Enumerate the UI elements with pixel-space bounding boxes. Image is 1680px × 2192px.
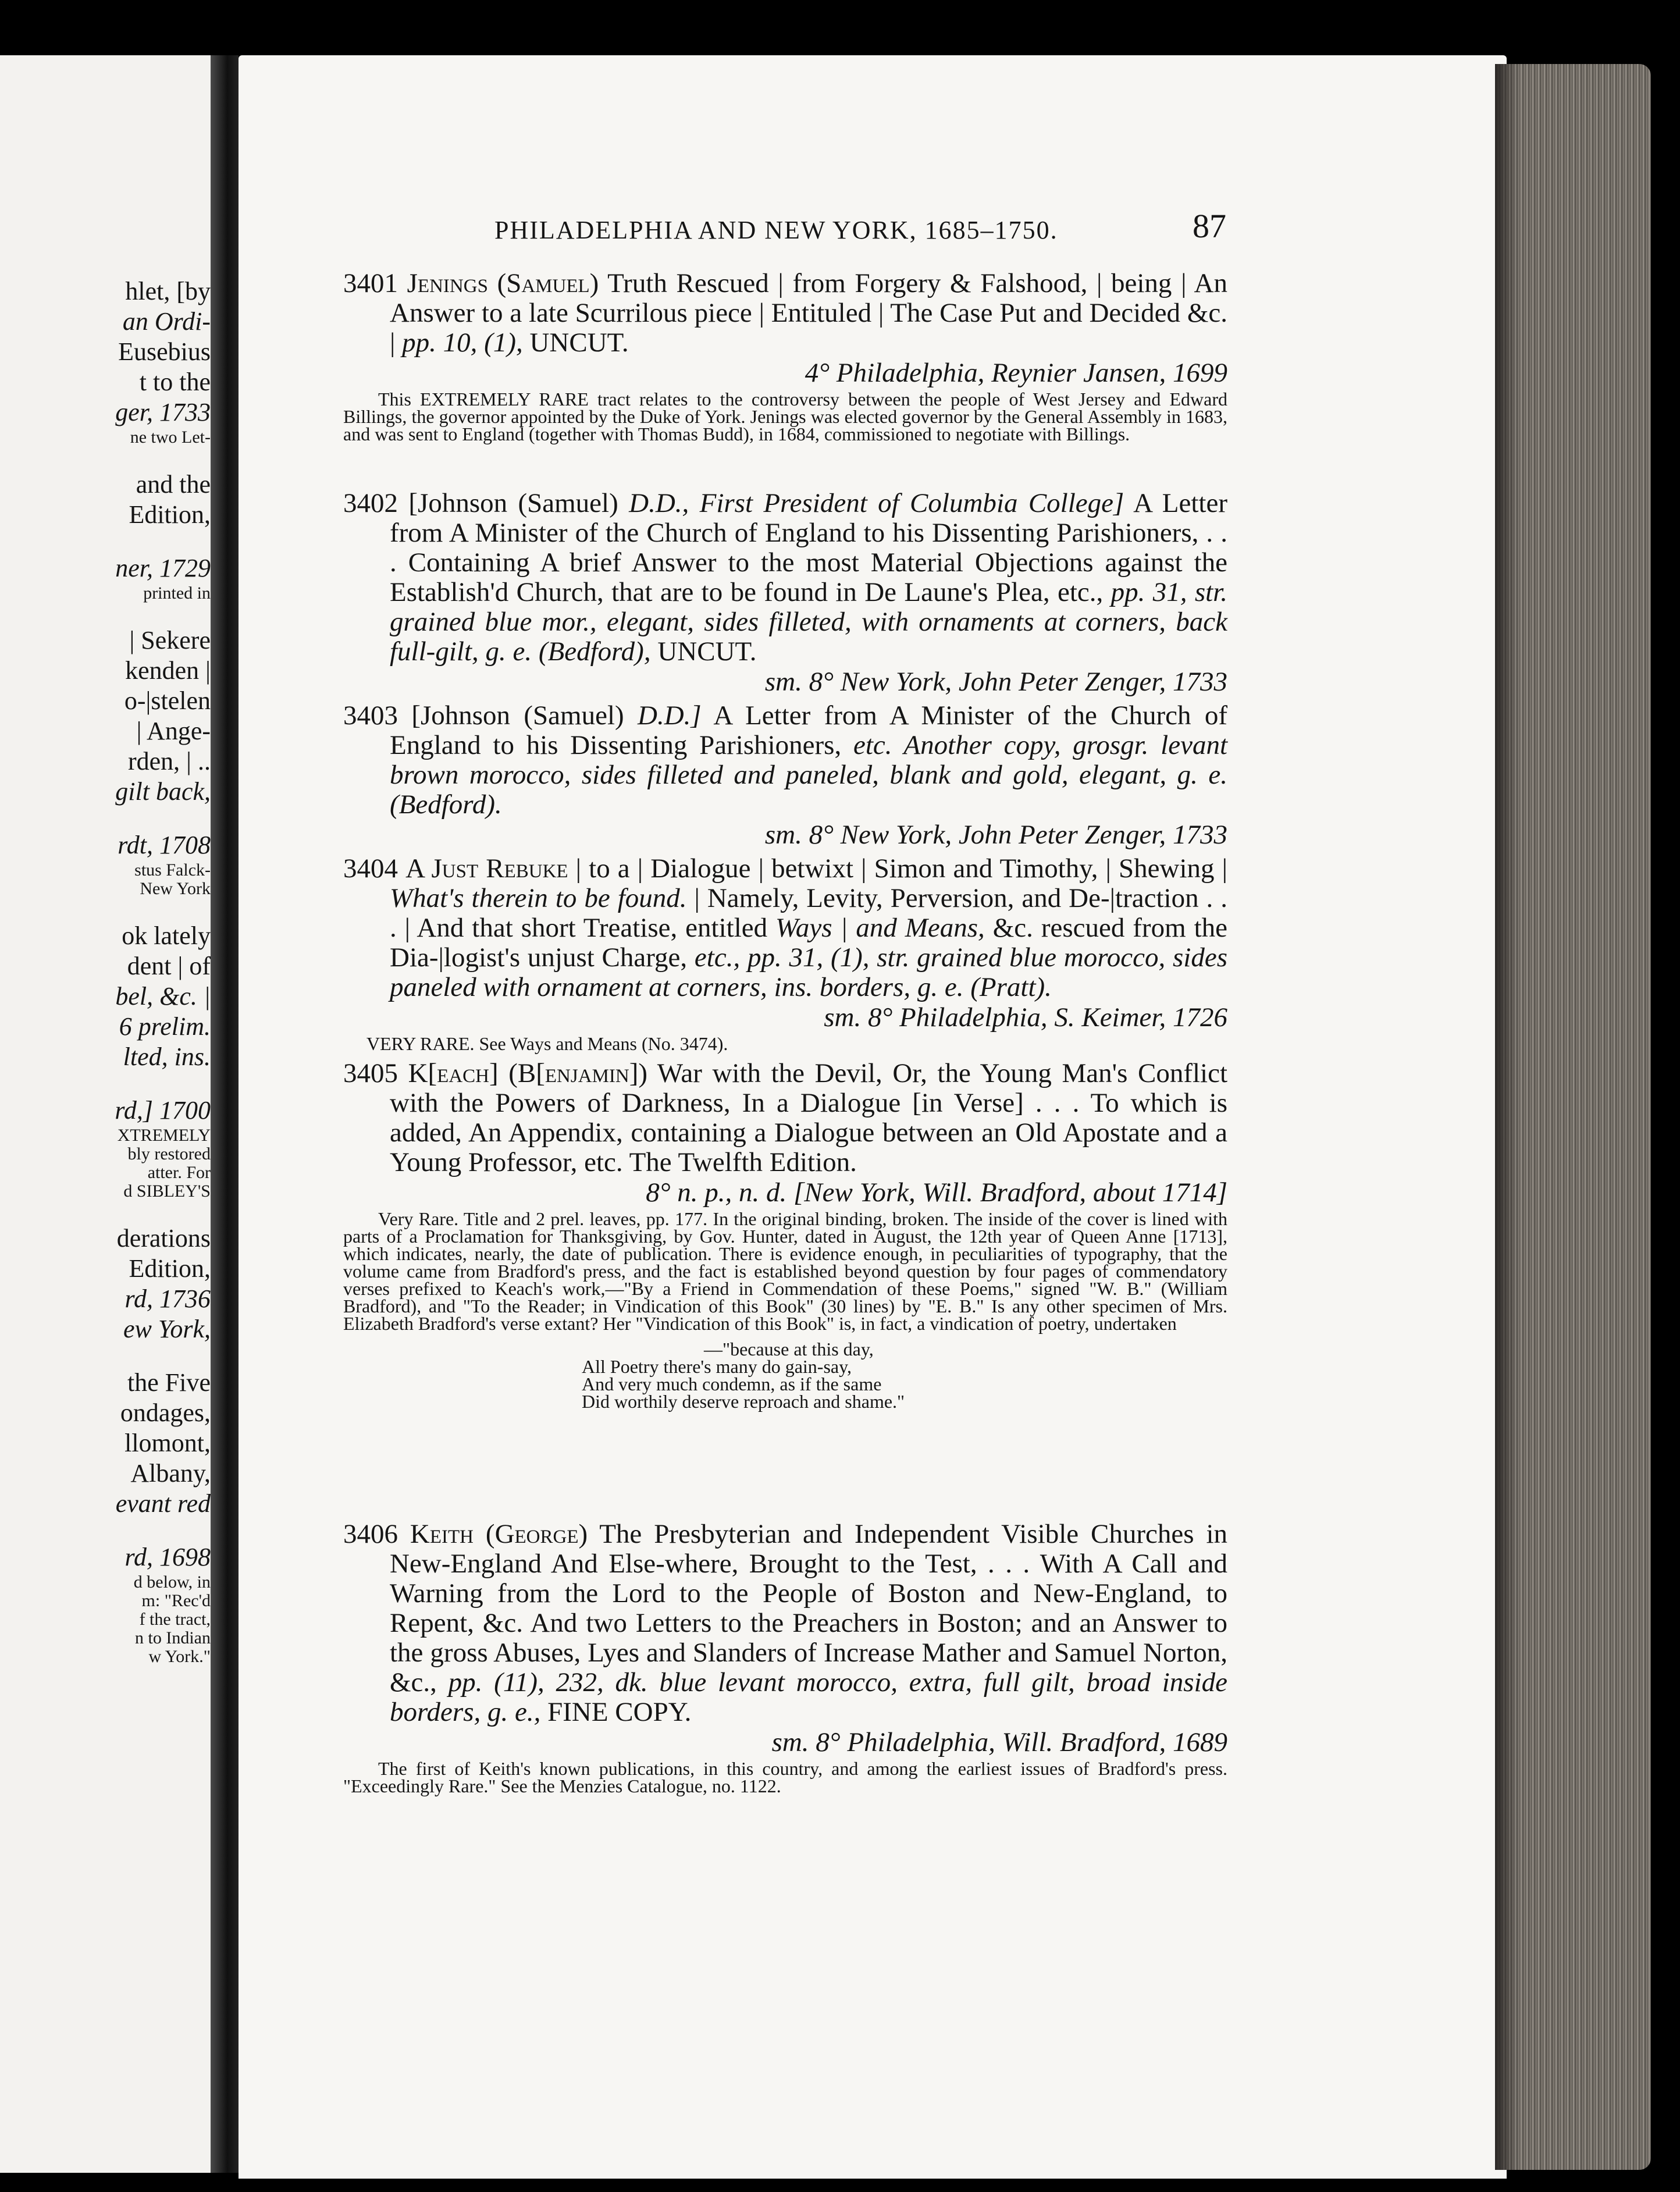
entry-number: 3404: [343, 853, 398, 884]
entry-3401: [343, 269, 1227, 443]
entry-main: [343, 1059, 1227, 1177]
facing-page-line: printed in: [143, 583, 211, 603]
facing-page-line: and the: [136, 470, 211, 499]
facing-page-line: the Five: [127, 1368, 211, 1397]
facing-page-line: m: "Rec'd: [141, 1591, 211, 1610]
entry-note: This EXTREMELY RARE tract relates to the controversy between the people of West Jersey and Edward Billings, the governor appointed by the Duke of York. Jenings was elected governor by the General Assembly in 1683, and was sent to England (together with Thomas Budd), in 1684, commissioned to negotiate with Billings.: [343, 389, 1227, 444]
entry-title-a: | to a | Dialogue | betwixt | Simon and Timothy, | Shewing |: [575, 853, 1228, 884]
entry-author: A Just Rebuke: [405, 853, 568, 884]
entry-collation: pp. 10, (1),: [402, 328, 523, 358]
facing-page-line: stus Falck-: [134, 860, 211, 880]
entry-binding: etc., pp. 31, (1), str. grained blue morocco, sides paneled with ornament at corners, ins. borders, g. e. (Pratt).: [390, 942, 1227, 1002]
facing-page-line: d SIBLEY'S: [123, 1182, 211, 1201]
facing-page-line: n to Indian: [135, 1628, 211, 1647]
facing-page-fragment: [0, 55, 211, 2173]
entry-condition: FINE COPY.: [547, 1697, 692, 1727]
entry-title: The Presbyterian and Independent Visible Churches in New-England And Else-where, Brought to the Test, . . . With A Call and Warning from the Lord to the People of Boston and New-England, to Repent, &c. And two Letters to the Preachers in Boston; and an Answer to the gross Abuses, Lyes and Slanders of Increase Mather and Samuel Norton, &c.,: [390, 1519, 1228, 1698]
running-head: PHILADELPHIA AND NEW YORK, 1685–1750.: [494, 216, 1058, 244]
entry-title-d: Ways | and Means,: [775, 913, 985, 943]
facing-page-line: llomont,: [124, 1429, 211, 1457]
facing-page-line: ondages,: [120, 1399, 211, 1427]
facing-page-line: f the tract,: [139, 1610, 211, 1629]
entry-title: War with the Devil, Or, the Young Man's Conflict with the Powers of Darkness, In a Dialogue [in Verse] . . . To which is added, An Appendix, containing a Dialogue between an Old Apostate and a Young Professor, etc. The Twelfth Edition.: [390, 1058, 1228, 1177]
entry-imprint: sm. 8° Philadelphia, S. Keimer, 1726: [824, 1002, 1227, 1033]
facing-page-line: XTREMELY: [117, 1126, 211, 1145]
facing-page-line: lted, ins.: [123, 1042, 211, 1071]
entry-number: 3402: [343, 488, 398, 518]
page-number: 87: [1193, 207, 1226, 245]
facing-page-line: ger, 1733: [115, 398, 211, 426]
facing-page-line: rd, 1736: [124, 1284, 211, 1313]
facing-page-line: Edition,: [129, 1254, 211, 1283]
entry-imprint: 8° n. p., n. d. [New York, Will. Bradford, about 1714]: [646, 1177, 1227, 1208]
entry-note: The first of Keith's known publications, in this country, and among the earliest issues of Bradford's press. "Exceedingly Rare." See the Menzies Catalogue, no. 1122.: [343, 1758, 1227, 1796]
facing-page-line: rd,] 1700: [115, 1096, 211, 1125]
entry-main: [343, 489, 1227, 667]
verse-line: And very much condemn, as if the same: [582, 1373, 882, 1394]
entry-3406: [343, 1520, 1227, 1795]
entry-author-desc: D.D.]: [638, 700, 702, 731]
facing-page-line: gilt back,: [115, 777, 211, 806]
facing-page-line: ne two Let-: [130, 428, 211, 447]
entry-title: A Letter from A Minister of the Church of England to his Dissenting Parishioners,: [390, 700, 1228, 760]
facing-page-line: Albany,: [130, 1459, 211, 1488]
entry-title-c: | Namely, Levity, Perversion, and De-|traction . . . | And that short Treatise, entitled: [390, 883, 1228, 943]
entry-author: K[each] (B[enjamin]): [408, 1058, 648, 1088]
entry-main: [343, 701, 1227, 820]
facing-page-line: atter. For: [147, 1163, 211, 1182]
book-gutter: [211, 55, 239, 2173]
entry-binding: etc. Another copy, grosgr. levant brown morocco, sides filleted and paneled, blank and gold, elegant, g. e. (Bedford).: [390, 730, 1228, 820]
entry-title-b: What's therein to be found.: [390, 883, 687, 913]
facing-page-line: Edition,: [129, 500, 211, 529]
entry-number: 3403: [343, 700, 398, 731]
entry-condition: UNCUT.: [529, 328, 629, 358]
facing-page-line: kenden |: [125, 656, 211, 685]
entry-title: A Letter from A Minister of the Church of England to his Dissenting Parishioners, . . . Containing A brief Answer to the most Material Objections against the Establish'd Church, that are to be found in De Laune's Plea, etc.,: [390, 488, 1228, 607]
entry-condition: UNCUT.: [657, 636, 757, 667]
book-fore-edge: [1495, 64, 1651, 2170]
entry-note: VERY RARE. See Ways and Means (No. 3474).: [366, 1033, 728, 1054]
facing-page-line: d below, in: [133, 1572, 211, 1592]
facing-page-line: | Ange-: [136, 717, 211, 745]
facing-page-line: New York: [140, 879, 211, 898]
entry-imprint: 4° Philadelphia, Reynier Jansen, 1699: [805, 358, 1227, 388]
facing-page-line: an Ordi-: [122, 307, 211, 336]
entry-imprint: sm. 8° Philadelphia, Will. Bradford, 1689: [771, 1727, 1227, 1757]
verse-line: —"because at this day,: [704, 1339, 874, 1360]
facing-page-line: rdt, 1708: [118, 831, 211, 859]
facing-page-line: o-|stelen: [124, 686, 211, 715]
entry-binding: pp. 31, str. grained blue mor., elegant, sides filleted, with ornaments at corners, back full-gilt, g. e. (Bedford),: [390, 577, 1228, 667]
verse-line: All Poetry there's many do gain-say,: [582, 1356, 852, 1377]
facing-page-line: bel, &c. |: [115, 982, 211, 1010]
entry-imprint: sm. 8° New York, John Peter Zenger, 1733: [764, 820, 1227, 850]
entry-3405: [343, 1059, 1227, 1410]
entry-main: [343, 1520, 1227, 1727]
facing-page-line: Eusebius: [118, 337, 211, 366]
verse-line: Did worthily deserve reproach and shame.": [582, 1391, 905, 1412]
entry-3403: [343, 701, 1227, 850]
facing-page-line: rd, 1698: [124, 1543, 211, 1571]
entry-3402: [343, 489, 1227, 697]
facing-page-line: evant red: [115, 1489, 211, 1518]
entry-main: [343, 269, 1227, 358]
entry-3404: [343, 854, 1227, 1052]
entry-binding: pp. (11), 232, dk. blue levant morocco, extra, full gilt, broad inside borders, g. e.,: [390, 1667, 1228, 1727]
facing-page-line: ew York,: [123, 1315, 211, 1343]
facing-page-line: bly restored: [127, 1144, 211, 1163]
entry-author: [Johnson (Samuel): [408, 488, 618, 518]
facing-page-line: derations: [116, 1224, 211, 1252]
entry-imprint: sm. 8° New York, John Peter Zenger, 1733: [764, 667, 1227, 697]
verse-quotation: [343, 1340, 1227, 1410]
entry-author: Keith (George): [410, 1519, 588, 1549]
entry-author: Jenings (Samuel): [407, 268, 599, 298]
facing-page-line: ner, 1729: [115, 554, 211, 582]
entry-number: 3405: [343, 1058, 398, 1088]
entry-main: [343, 854, 1227, 1002]
entry-title: Truth Rescued | from Forgery & Falshood, | being | An Answer to a late Scurrilous piece | Entituled | The Case Put and Decided &c. |: [390, 268, 1227, 358]
facing-page-line: dent | of: [127, 952, 211, 980]
facing-page-line: 6 prelim.: [119, 1012, 211, 1041]
facing-page-line: hlet, [by: [125, 277, 211, 305]
entry-number: 3406: [343, 1519, 398, 1549]
entry-author: [Johnson (Samuel): [411, 700, 624, 731]
facing-page-line: t to the: [139, 368, 211, 396]
facing-page-line: | Sekere: [129, 626, 211, 654]
entry-author-desc: D.D., First President of Columbia College]: [629, 488, 1124, 518]
fore-edge-shadow: [1495, 64, 1518, 2170]
entry-number: 3401: [343, 268, 398, 298]
facing-page-line: rden, | ..: [128, 747, 211, 775]
facing-page-line: w York.": [148, 1647, 211, 1666]
facing-page-line: ok lately: [122, 921, 211, 950]
entry-title-e: &c. rescued from the Dia-|logist's unjust Charge,: [390, 913, 1227, 973]
entry-note: Very Rare. Title and 2 prel. leaves, pp. 177. In the original binding, broken. The inside of the cover is lined with parts of a Proclamation for Thanksgiving, by Gov. Hunter, dated in August, the 12th year of Queen Anne [1713], which indicates, nearly, the date of publication. There is evidence enough, in peculiarities of typography, that the volume came from Bradford's press, and the fact is established beyond question by four pages of commendatory verses prefixed to Keach's work,—"By a Friend in Commendation of these Poems," signed "W. B." (William Bradford), and "To the Reader; in Vindication of this Book" (30 lines) by "E. B." Is any other specimen of Mrs. Elizabeth Bradford's verse extant? Her "Vindication of this Book" is, in fact, a vindication of poetry, undertaken: [343, 1208, 1227, 1334]
